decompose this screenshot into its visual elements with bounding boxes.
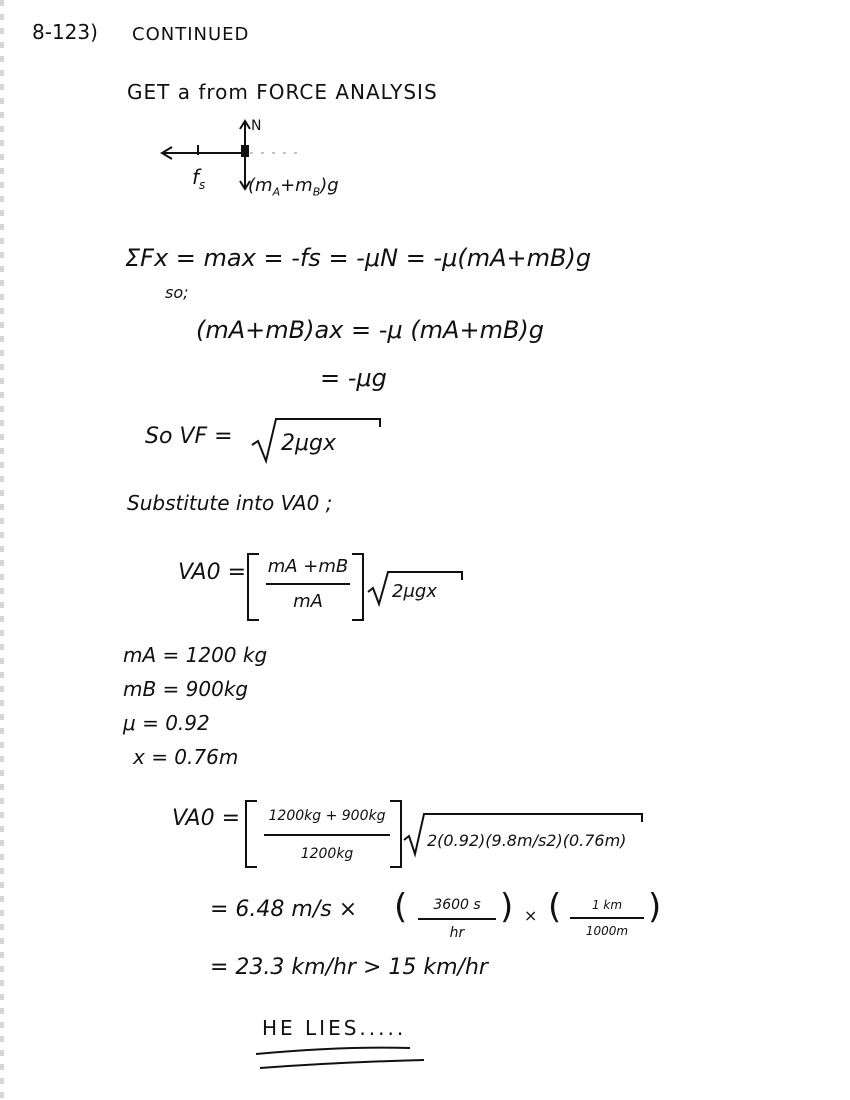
left-bracket-1 [247, 553, 259, 621]
page-scan-edge [0, 0, 4, 1100]
final-velocity-label: So VF = [145, 424, 233, 449]
close-paren-1: ) [500, 887, 514, 927]
conversion-1-numerator: 3600 s [433, 897, 481, 913]
right-bracket-2 [390, 800, 402, 868]
conclusion-underline [252, 1040, 432, 1074]
conversion-fraction-1 [418, 897, 496, 941]
acceleration-result: = -μg [320, 364, 387, 392]
sum-forces-equation: ΣFx = max = -fs = -μN = -μ(mA+mB)g [125, 244, 592, 272]
given-friction-coefficient: μ = 0.92 [123, 711, 210, 735]
given-mass-b: mB = 900kg [123, 677, 249, 701]
mass-ratio-numerator: mA +mB [267, 556, 349, 577]
open-paren-1: ( [394, 887, 408, 927]
fraction-bar [264, 834, 390, 836]
open-paren-2: ( [548, 887, 562, 927]
so-label-1: so; [165, 283, 189, 302]
va0-label-2: VA0 = [172, 806, 241, 831]
normal-force-label: N [251, 118, 262, 134]
page-title: CONTINUED [132, 24, 250, 45]
mass-ratio-fraction [266, 556, 350, 612]
fraction-bar [570, 917, 644, 919]
fraction-bar [266, 583, 350, 585]
radicand-2: 2μgx [392, 581, 437, 602]
mass-value-numerator: 1200kg + 900kg [268, 808, 386, 824]
problem-number: 8-123) [32, 20, 98, 44]
mass-value-fraction [264, 808, 390, 862]
right-bracket-1 [352, 553, 364, 621]
radicand-3: 2(0.92)(9.8m/s2)(0.76m) [427, 831, 627, 850]
intro-line: GET a from FORCE ANALYSIS [127, 80, 438, 104]
weight-label: $(m_A+m_B)g$ [248, 175, 339, 199]
acceleration-equation: (mA+mB)ax = -μ (mA+mB)g [196, 316, 545, 344]
friction-label: $f_s$ [192, 165, 206, 192]
conclusion: HE LIES..... [262, 1016, 407, 1040]
speed-comparison: = 23.3 km/hr > 15 km/hr [210, 955, 488, 980]
left-bracket-2 [245, 800, 257, 868]
mass-ratio-denominator: mA [293, 591, 323, 612]
radicand-1: 2μgx [281, 431, 336, 456]
substitute-line: Substitute into VA0 ; [127, 491, 333, 515]
velocity-result: = 6.48 m/s × [210, 897, 358, 922]
va0-label-1: VA0 = [178, 560, 247, 585]
fraction-bar [418, 918, 496, 920]
mass-value-denominator: 1200kg [300, 846, 354, 862]
conversion-2-numerator: 1 km [591, 898, 623, 912]
conversion-fraction-2 [570, 898, 644, 938]
conversion-2-denominator: 1000m [585, 924, 629, 938]
given-distance: x = 0.76m [133, 745, 239, 769]
times-symbol: × [524, 906, 538, 925]
conversion-1-denominator: hr [449, 925, 465, 941]
close-paren-2: ) [648, 887, 662, 927]
given-mass-a: mA = 1200 kg [123, 643, 268, 667]
